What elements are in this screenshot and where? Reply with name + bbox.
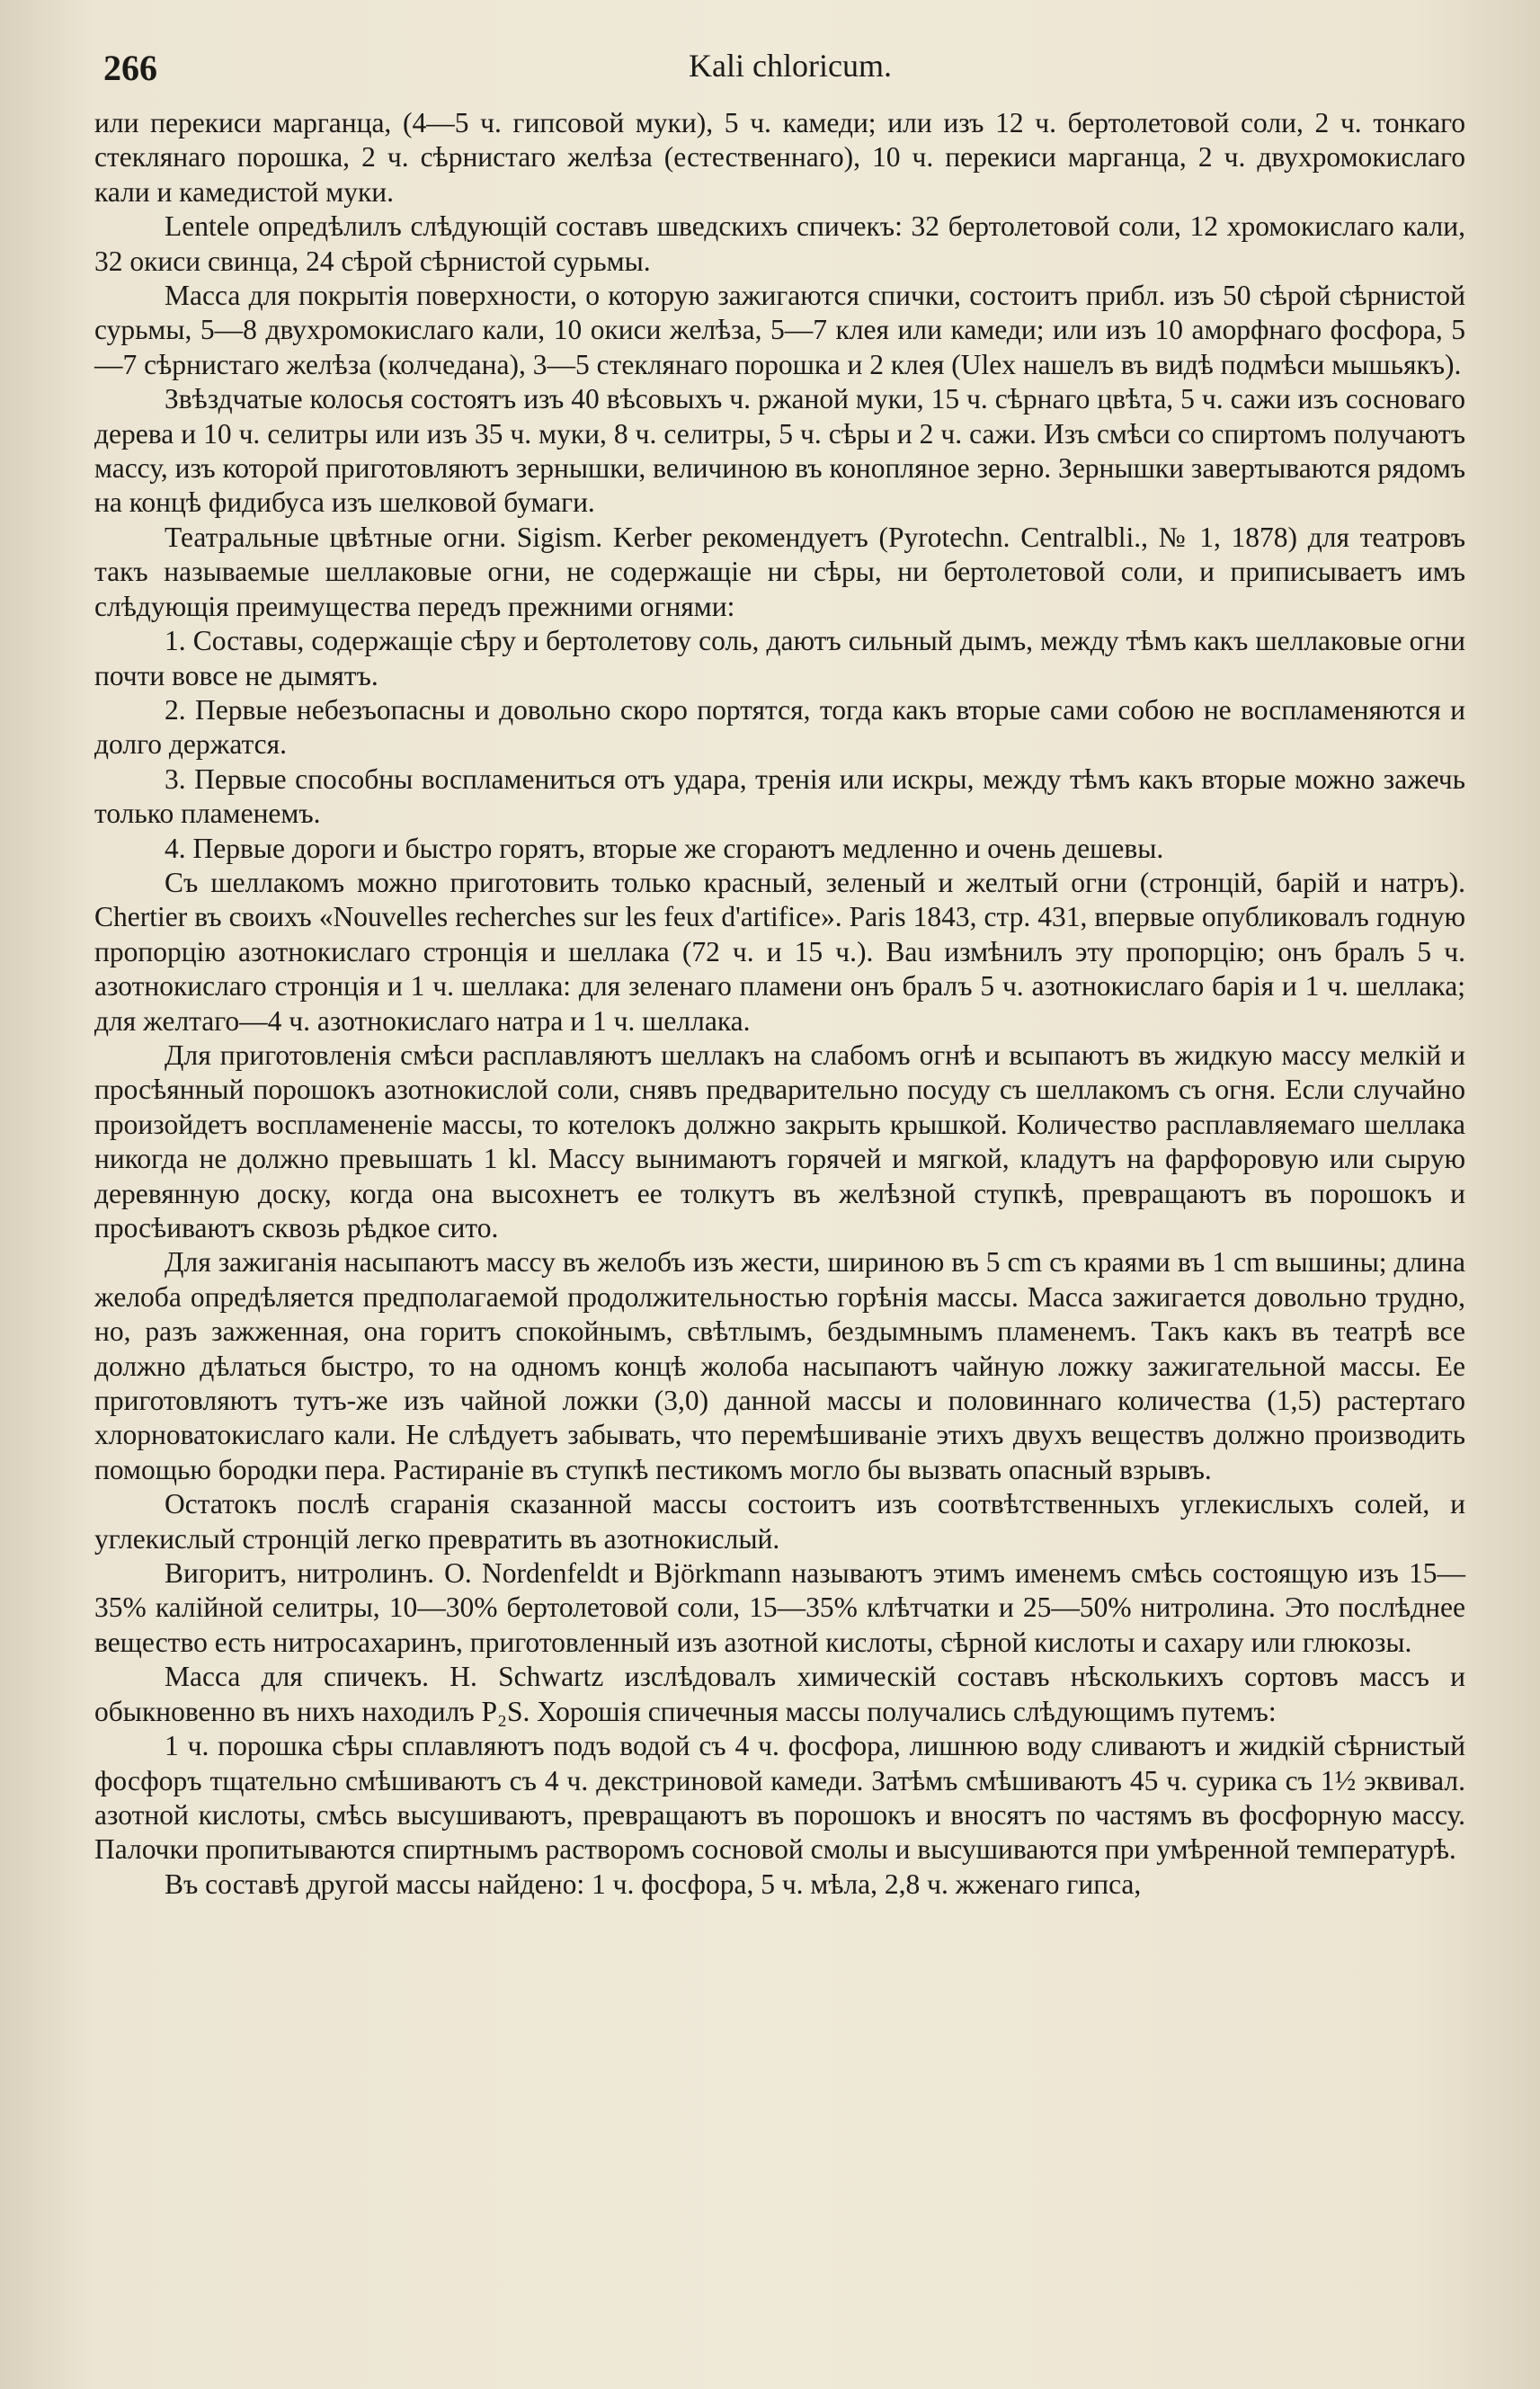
list-item-3: 3. Первые способны воспламениться отъ удара, тренія или искры, между тѣмъ какъ вторые можно зажечь только пламенемъ. [94, 762, 1465, 830]
paragraph-theatre-fires: Театральные цвѣтные огни. Sigism. Kerber рекомендуетъ (Pyrotechn. Centralbli., № 1, 1878) для театровъ такъ называемые шеллаковые огни, не содержащіе ни сѣры, ни бертолетовой соли, и приписываетъ имъ слѣдующія преимущества передъ прежними огнями: [94, 521, 1465, 622]
paragraph-residue: Остатокъ послѣ сгаранія сказанной массы состоитъ изъ соотвѣтственныхъ углекислыхъ солей, и углекислый стронцій легко превратить въ азотнокислый. [94, 1488, 1465, 1555]
paragraph-other-mass: Въ составѣ другой массы найдено: 1 ч. фосфора, 5 ч. мѣла, 2,8 ч. жженаго гипса, [165, 1868, 1142, 1900]
list-item-4: 4. Первые дороги и быстро горятъ, вторые же сгораютъ медленно и очень дешевы. [165, 832, 1164, 864]
paragraph-lentele: Lentele опредѣлилъ слѣдующій составъ шведскихъ спичекъ: 32 бертолетовой соли, 12 хромокислаго кали, 32 окиси свинца, 24 сѣрой сѣрнистой сурьмы. [94, 210, 1465, 277]
page-number: 266 [103, 48, 157, 88]
paragraph-match-mass: Масса для спичекъ. H. Schwartz изслѣдовалъ химическій составъ нѣсколькихъ сортовъ массъ и обыкновенно въ нихъ находилъ P₂S. Хорошія спичечныя массы получались слѣдующимъ путемъ: [94, 1661, 1465, 1727]
paragraph-preparation: Для приготовленія смѣси расплавляютъ шеллакъ на слабомъ огнѣ и всыпаютъ въ жидкую массу мелкій и просѣянный порошокъ азотнокислой соли, снявъ предварительно посуду съ шеллакомъ съ огня. Если случайно произойдетъ воспламененіе массы, то котелокъ должно закрыть крышкой. Количество расплавляемаго шеллака никогда не должно превышать 1 kl. Массу вынимаютъ горячей и мягкой, кладутъ на фарфоровую или сырую деревянную доску, когда она высохнетъ ее толкутъ въ желѣзной ступкѣ, превращаютъ въ порошокъ и просѣиваютъ сквозь рѣдкое сито. [94, 1039, 1465, 1244]
page-header [103, 47, 1477, 92]
paragraph-vigorite: Вигоритъ, нитролинъ. O. Nordenfeldt и Björkmann называютъ этимъ именемъ смѣсь состоящую изъ 15—35% калійной селитры, 10—30% бертолетовой соли, 15—35% клѣтчатки и 25—50% нитролина. Это послѣднее вещество есть нитросахаринъ, приготовленный изъ азотной кислоты, сѣрной кислоты и сахару или глюкозы. [94, 1557, 1465, 1658]
paragraph-shellac-colors: Съ шеллакомъ можно приготовить только красный, зеленый и желтый огни (стронцій, барій и натръ). Chertier въ своихъ «Nouvelles recherches sur les feux d'artifice». Paris 1843, стр. 431, впервые опубликовалъ годную пропорцію азотнокислаго стронція и шеллака (72 ч. и 15 ч.). Bau измѣнилъ эту пропорцію; онъ бралъ 5 ч. азотнокислаго стронція и 1 ч. шеллака: для зеленаго пламени онъ бралъ 5 ч. азотнокислаго барія и 1 ч. шеллака; для желтаго—4 ч. азотнокислаго натра и 1 ч. шеллака. [94, 866, 1465, 1037]
list-item-1: 1. Составы, содержащіе сѣру и бертолетову соль, даютъ сильный дымъ, между тѣмъ какъ шеллаковые огни почти вовсе не дымятъ. [94, 625, 1465, 691]
paragraph-ignition: Для зажиганія насыпаютъ массу въ желобъ изъ жести, шириною въ 5 cm съ краями въ 1 cm вышины; длина желоба опредѣляется предполагаемой продолжительностью горѣнія массы. Масса зажигается довольно трудно, но, разъ зажженная, она горитъ спокойнымъ, свѣтлымъ, бездымнымъ пламенемъ. Такъ какъ въ театрѣ все должно дѣлаться быстро, то на одномъ концѣ жолоба насыпаютъ чайную ложку зажигательной массы. Ее приготовляютъ тутъ-же изъ чайной ложки (3,0) данной массы и половиннаго количества (1,5) растертаго хлорноватокислаго кали. Не слѣдуетъ забывать, что перемѣшиваніе этихъ двухъ веществъ должно производить помощью бородки пера. Растираніе въ ступкѣ пестикомъ могло бы вызвать опасный взрывъ. [94, 1246, 1465, 1485]
list-item-2: 2. Первые небезъопасны и довольно скоро портятся, тогда какъ вторые сами собою не воспламеняются и долго держатся. [94, 693, 1465, 761]
paragraph-continuation: или перекиси марганца, (4—5 ч. гипсовой муки), 5 ч. камеди; или изъ 12 ч. бертолетовой соли, 2 ч. тонкаго стеклянаго порошка, 2 ч. сѣрнистаго желѣза (естественнаго), 10 ч. перекиси марганца, 2 ч. двухромокислаго кали и камедистой муки. [94, 107, 1465, 208]
paragraph-striking-surface: Масса для покрытія поверхности, о которую зажигаются спички, состоитъ прибл. изъ 50 сѣрой сѣрнистой сурьмы, 5—8 двухромокислаго кали, 10 окиси желѣза, 5—7 клея или камеди; или изъ 10 аморфнаго фосфора, 5—7 сѣрнистаго желѣза (колчедана), 3—5 стеклянаго порошка и 2 клея (Ulex нашелъ въ видѣ подмѣси мышьякъ). [94, 280, 1465, 380]
running-title: Kali chloricum. [689, 48, 892, 84]
page-body [94, 106, 1465, 1902]
paragraph-method: 1 ч. порошка сѣры сплавляютъ подъ водой съ 4 ч. фосфора, лишнюю воду сливаютъ и жидкій сѣрнистый фосфоръ тщательно смѣшиваютъ съ 4 ч. декстриновой камеди. Затѣмъ смѣшиваютъ 45 ч. сурика съ 1½ эквивал. азотной кислоты, смѣсь высушиваютъ, превращаютъ въ порошокъ и вносятъ по частямъ въ фосфорную массу. Палочки пропитываются спиртнымъ растворомъ сосновой смолы и высушиваются при умѣренной температурѣ. [94, 1730, 1465, 1866]
paragraph-star-ears: Звѣздчатые колосья состоятъ изъ 40 вѣсовыхъ ч. ржаной муки, 15 ч. сѣрнаго цвѣта, 5 ч. сажи изъ сосноваго дерева и 10 ч. селитры или изъ 35 ч. муки, 8 ч. селитры, 5 ч. сѣры и 2 ч. сажи. Изъ смѣси со спиртомъ получаютъ массу, изъ которой приготовляютъ зернышки, величиною въ конопляное зерно. Зернышки завертываются рядомъ на концѣ фидибуса изъ шелковой бумаги. [94, 383, 1465, 519]
